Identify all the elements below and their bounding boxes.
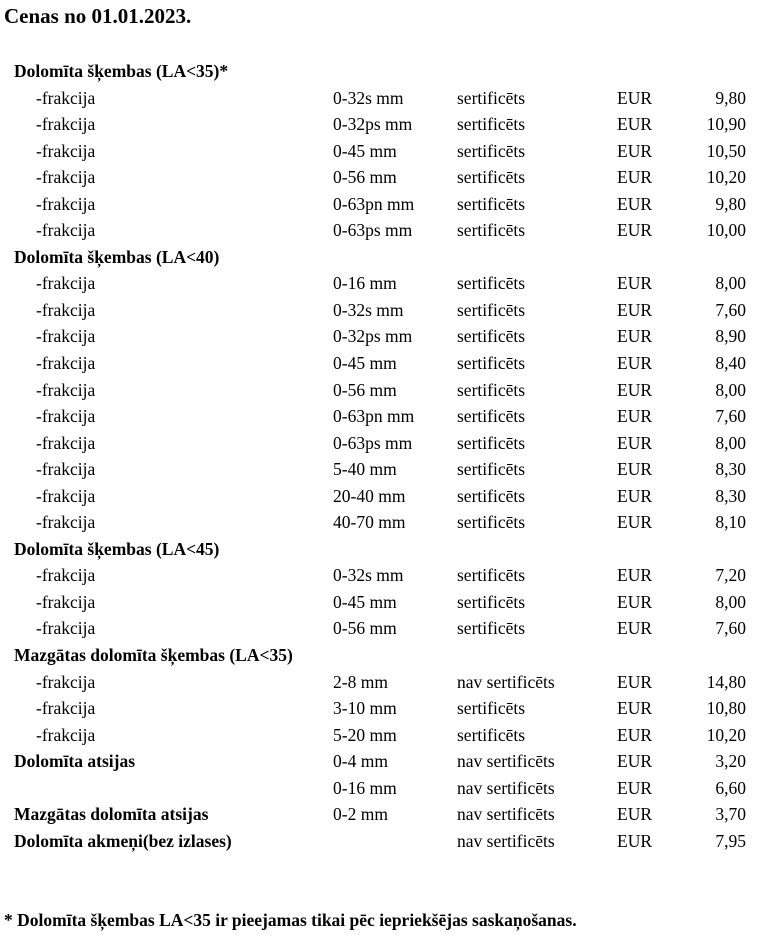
price: 7,95 — [715, 830, 746, 851]
currency: EUR — [617, 379, 652, 400]
certification-status: sertificēts — [457, 432, 526, 453]
fraction-label: -frakcija — [36, 299, 96, 320]
price-row — [0, 111, 757, 138]
certification-status: sertificēts — [457, 326, 526, 347]
fraction-label: -frakcija — [36, 140, 96, 161]
price-row — [0, 615, 757, 642]
currency: EUR — [617, 591, 652, 612]
fraction-label: -frakcija — [36, 671, 96, 692]
fraction-size: 0-32s mm — [333, 87, 404, 108]
group-heading-row — [0, 244, 757, 271]
price: 8,00 — [715, 273, 746, 294]
currency: EUR — [617, 353, 652, 374]
group-heading-row — [0, 536, 757, 563]
footnote: * Dolomīta šķembas LA<35 ir pieejamas tikai pēc iepriekšējas saskaņošanas. — [4, 910, 577, 930]
fraction-label: -frakcija — [36, 353, 96, 374]
price: 8,00 — [715, 432, 746, 453]
price-row — [0, 164, 757, 191]
certification-status: sertificēts — [457, 618, 526, 639]
fraction-size: 40-70 mm — [333, 512, 406, 533]
price: 10,90 — [706, 114, 746, 135]
currency: EUR — [617, 459, 652, 480]
group-heading-row — [0, 642, 757, 669]
currency: EUR — [617, 299, 652, 320]
price-row — [0, 85, 757, 112]
currency: EUR — [617, 618, 652, 639]
price-row — [0, 323, 757, 350]
fraction-size: 0-45 mm — [333, 353, 397, 374]
certification-status: sertificēts — [457, 299, 526, 320]
price-row — [0, 138, 757, 165]
price: 8,30 — [715, 459, 746, 480]
group-heading-row — [0, 58, 757, 85]
currency: EUR — [617, 698, 652, 719]
price-row — [0, 456, 757, 483]
fraction-size: 0-32ps mm — [333, 326, 413, 347]
price-row — [0, 191, 757, 218]
certification-status: sertificēts — [457, 512, 526, 533]
certification-status: nav sertificēts — [457, 751, 555, 772]
currency: EUR — [617, 432, 652, 453]
certification-status: sertificēts — [457, 485, 526, 506]
price: 10,20 — [706, 724, 746, 745]
fraction-size: 0-32ps mm — [333, 114, 413, 135]
price: 10,00 — [706, 220, 746, 241]
price-row — [0, 403, 757, 430]
currency: EUR — [617, 565, 652, 586]
currency: EUR — [617, 273, 652, 294]
fraction-label: -frakcija — [36, 326, 96, 347]
group-title: Mazgātas dolomīta atsijas — [14, 804, 209, 825]
price-row — [0, 695, 757, 722]
price: 10,80 — [706, 698, 746, 719]
fraction-label: -frakcija — [36, 565, 96, 586]
fraction-size: 0-45 mm — [333, 140, 397, 161]
fraction-label: -frakcija — [36, 273, 96, 294]
certification-status: sertificēts — [457, 193, 526, 214]
group-heading-row — [0, 748, 757, 775]
certification-status: sertificēts — [457, 140, 526, 161]
price-row — [0, 589, 757, 616]
fraction-size: 0-63pn mm — [333, 193, 415, 214]
price: 3,70 — [715, 804, 746, 825]
price: 10,20 — [706, 167, 746, 188]
currency: EUR — [617, 830, 652, 851]
fraction-size: 0-45 mm — [333, 591, 397, 612]
fraction-size: 0-56 mm — [333, 167, 397, 188]
currency: EUR — [617, 724, 652, 745]
price: 8,00 — [715, 591, 746, 612]
certification-status: sertificēts — [457, 406, 526, 427]
price: 8,30 — [715, 485, 746, 506]
certification-status: nav sertificēts — [457, 830, 555, 851]
certification-status: sertificēts — [457, 591, 526, 612]
group-title: Mazgātas dolomīta šķembas (LA<35) — [14, 645, 293, 666]
fraction-size: 0-56 mm — [333, 618, 397, 639]
price: 8,10 — [715, 512, 746, 533]
fraction-label: -frakcija — [36, 698, 96, 719]
currency: EUR — [617, 777, 652, 798]
price: 8,90 — [715, 326, 746, 347]
fraction-label: -frakcija — [36, 618, 96, 639]
group-title: Dolomīta šķembas (LA<45) — [14, 538, 220, 559]
price-row — [0, 270, 757, 297]
price: 9,80 — [715, 193, 746, 214]
fraction-size: 0-63ps mm — [333, 432, 413, 453]
fraction-label: -frakcija — [36, 406, 96, 427]
price: 8,00 — [715, 379, 746, 400]
fraction-size: 0-2 mm — [333, 804, 388, 825]
currency: EUR — [617, 804, 652, 825]
certification-status: sertificēts — [457, 353, 526, 374]
fraction-label: -frakcija — [36, 87, 96, 108]
fraction-label: -frakcija — [36, 512, 96, 533]
fraction-label: -frakcija — [36, 485, 96, 506]
fraction-label: -frakcija — [36, 459, 96, 480]
price-row — [0, 775, 757, 802]
certification-status: sertificēts — [457, 698, 526, 719]
fraction-size: 0-16 mm — [333, 273, 397, 294]
price: 8,40 — [715, 353, 746, 374]
certification-status: sertificēts — [457, 565, 526, 586]
price: 10,50 — [706, 140, 746, 161]
certification-status: sertificēts — [457, 379, 526, 400]
certification-status: sertificēts — [457, 114, 526, 135]
currency: EUR — [617, 114, 652, 135]
group-title: Dolomīta akmeņi(bez izlases) — [14, 830, 232, 851]
price-row — [0, 350, 757, 377]
fraction-label: -frakcija — [36, 591, 96, 612]
price: 7,20 — [715, 565, 746, 586]
group-heading-row — [0, 801, 757, 828]
fraction-label: -frakcija — [36, 220, 96, 241]
certification-status: sertificēts — [457, 273, 526, 294]
fraction-size: 0-63pn mm — [333, 406, 415, 427]
price: 14,80 — [706, 671, 746, 692]
fraction-size: 0-32s mm — [333, 565, 404, 586]
price: 9,80 — [715, 87, 746, 108]
fraction-label: -frakcija — [36, 167, 96, 188]
currency: EUR — [617, 167, 652, 188]
certification-status: sertificēts — [457, 459, 526, 480]
fraction-size: 0-16 mm — [333, 777, 397, 798]
fraction-size: 2-8 mm — [333, 671, 388, 692]
fraction-label: -frakcija — [36, 193, 96, 214]
currency: EUR — [617, 326, 652, 347]
price-row — [0, 377, 757, 404]
currency: EUR — [617, 140, 652, 161]
group-title: Dolomīta šķembas (LA<35)* — [14, 61, 229, 81]
fraction-label: -frakcija — [36, 114, 96, 135]
price-row — [0, 669, 757, 696]
fraction-label: -frakcija — [36, 432, 96, 453]
price: 6,60 — [715, 777, 746, 798]
currency: EUR — [617, 671, 652, 692]
fraction-size: 20-40 mm — [333, 485, 406, 506]
certification-status: sertificēts — [457, 87, 526, 108]
fraction-size: 5-40 mm — [333, 459, 397, 480]
price-row — [0, 562, 757, 589]
certification-status: sertificēts — [457, 220, 526, 241]
price-row — [0, 217, 757, 244]
group-heading-row — [0, 828, 757, 855]
currency: EUR — [617, 193, 652, 214]
page-title: Cenas no 01.01.2023. — [4, 4, 192, 28]
price: 7,60 — [715, 406, 746, 427]
currency: EUR — [617, 751, 652, 772]
fraction-label: -frakcija — [36, 724, 96, 745]
price-row — [0, 297, 757, 324]
certification-status: nav sertificēts — [457, 671, 555, 692]
fraction-size: 5-20 mm — [333, 724, 397, 745]
fraction-size: 3-10 mm — [333, 698, 397, 719]
price-row — [0, 509, 757, 536]
currency: EUR — [617, 406, 652, 427]
fraction-label: -frakcija — [36, 379, 96, 400]
price-row — [0, 483, 757, 510]
price-row — [0, 430, 757, 457]
currency: EUR — [617, 87, 652, 108]
certification-status: nav sertificēts — [457, 804, 555, 825]
fraction-size: 0-32s mm — [333, 299, 404, 320]
fraction-size: 0-4 mm — [333, 751, 388, 772]
currency: EUR — [617, 220, 652, 241]
fraction-size: 0-56 mm — [333, 379, 397, 400]
price: 3,20 — [715, 751, 746, 772]
price-row — [0, 722, 757, 749]
group-title: Dolomīta atsijas — [14, 751, 136, 772]
currency: EUR — [617, 485, 652, 506]
group-title: Dolomīta šķembas (LA<40) — [14, 246, 220, 267]
price-list — [0, 58, 757, 854]
price: 7,60 — [715, 299, 746, 320]
currency: EUR — [617, 512, 652, 533]
price: 7,60 — [715, 618, 746, 639]
fraction-size: 0-63ps mm — [333, 220, 413, 241]
certification-status: sertificēts — [457, 724, 526, 745]
certification-status: nav sertificēts — [457, 777, 555, 798]
certification-status: sertificēts — [457, 167, 526, 188]
